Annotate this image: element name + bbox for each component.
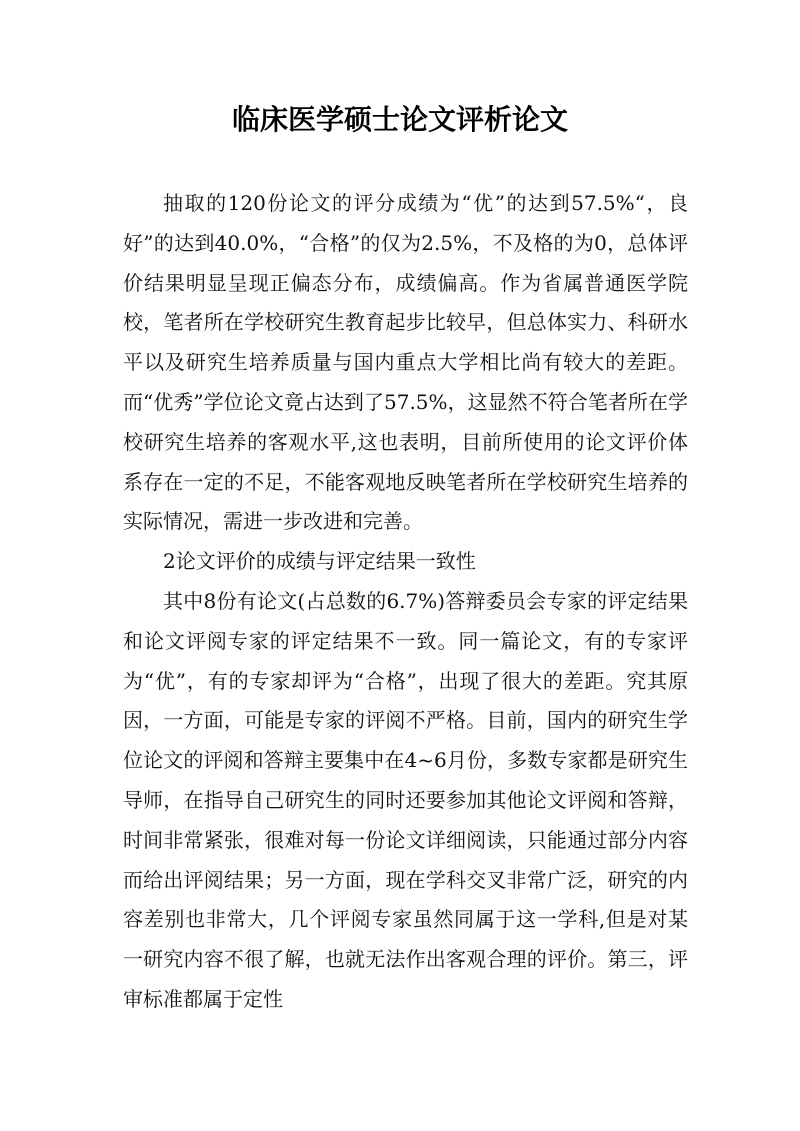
paragraph-results-summary: 抽取的120份论文的评分成绩为“优”的达到57.5%“，良好”的达到40.0%，“合格”的仅为2.5%，不及格的为0，总体评价结果明显呈现正偏态分布，成绩偏高。作为省属普通医学院校，笔者所在学校研究生教育起步比较早，但总体实力、科研水平以及研究生培养质量与国内重点大学相比尚有较大的差距。而“优秀”学位论文竟占达到了57.5%，这显然不符合笔者所在学校研究生培养的客观水平,这也表明，目前所使用的论文评价体系存在一定的不足，不能客观地反映笔者所在学校研究生培养的实际情况，需进一步改进和完善。 xyxy=(123,191,688,534)
paragraph-consistency-analysis: 其中8份有论文(占总数的6.7%)答辩委员会专家的评定结果和论文评阅专家的评定结果不一致。同一篇论文，有的专家评为“优”，有的专家却评为“合格”，出现了很大的差距。究其原因，一方面，可能是专家的评阅不严格。目前，国内的研究生学位论文的评阅和答辩主要集中在4~6月份，多数专家都是研究生导师，在指导自己研究生的同时还要参加其他论文评阅和答辩，时间非常紧张，很难对每一份论文详细阅读，只能通过部分内容而给出评阅结果；另一方面，现在学科交叉非常广泛，研究的内容差别也非常大，几个评阅专家虽然同属于这一学科,但是对某一研究内容不很了解，也就无法作出客观合理的评价。第三，评审标准都属于定性 xyxy=(123,588,688,1011)
document-title: 临床医学硕士论文评析论文 xyxy=(231,103,568,136)
document-body xyxy=(123,184,688,1020)
section-heading-consistency: 2论文评价的成绩与评定结果一致性 xyxy=(163,549,476,574)
